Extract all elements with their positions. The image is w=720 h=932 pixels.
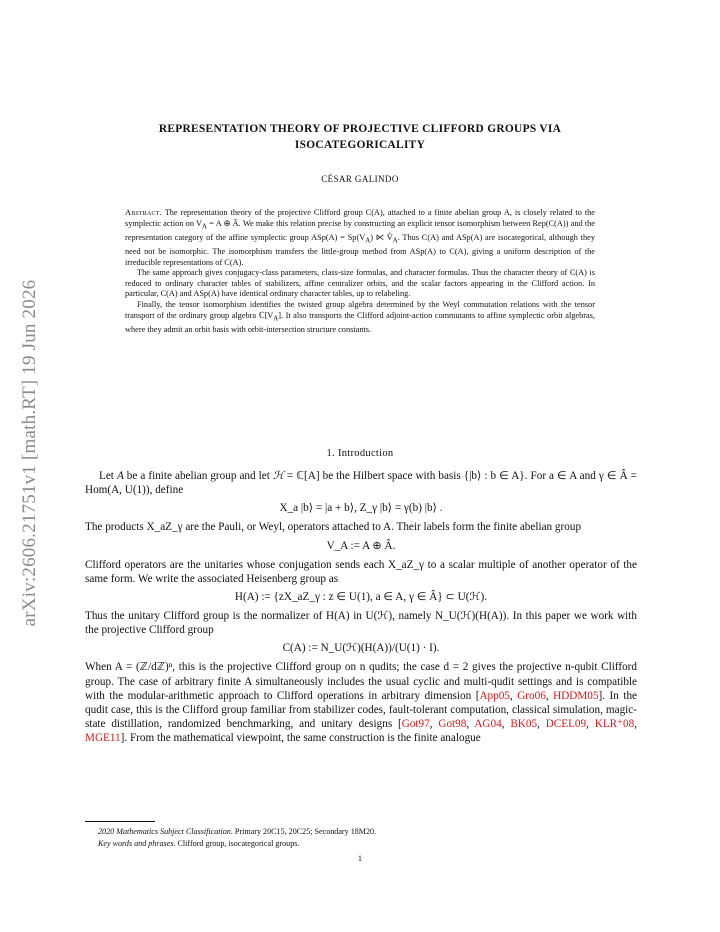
body-paragraph-1 bbox=[85, 469, 637, 497]
citation-link[interactable]: MGE11 bbox=[85, 732, 121, 745]
math-symbol: ℋ bbox=[272, 470, 284, 482]
equation-label-group: V_A := A ⊕ Â. bbox=[326, 539, 396, 552]
footnote-keywords-text: Clifford group, isocategorical groups. bbox=[177, 838, 300, 848]
abstract-paragraph-1 bbox=[125, 208, 595, 268]
body-text: ]. In the qudit case, this is the Clifford group familiar from stabilizer codes, fault-tolerant computation, classical simulation, magic-state distillation, randomized benchmarking, and unitary designs [ bbox=[85, 689, 638, 731]
citation-link[interactable]: AG04 bbox=[474, 718, 502, 731]
citation-separator: , bbox=[545, 689, 554, 702]
equation-projective-clifford-group: C(A) := N_U(ℋ)(H(A))/(U(1) · I). bbox=[282, 642, 440, 655]
citation-link[interactable]: Got97 bbox=[401, 718, 430, 731]
citation-link[interactable]: DCEL09 bbox=[545, 718, 587, 731]
citation-separator: , bbox=[634, 718, 638, 731]
citation-separator: , bbox=[537, 718, 546, 731]
title-line-1: REPRESENTATION THEORY OF PROJECTIVE CLIFFORD GROUPS VIA bbox=[158, 123, 562, 135]
citation-separator: , bbox=[429, 718, 439, 731]
title-line-2: ISOCATEGORICALITY bbox=[294, 139, 426, 151]
abstract-paragraph-2: The same approach gives conjugacy-class parameters, class-size formulas, and character formulas. Thus the character theory of C(A) is reduced to ordinary character tables of stabilizers, affine centralizer orbits, and the scalar factors appearing in the Clifford action. In particular, C(A) and ASp(A) have identical ordinary character tables, up to relabeling. bbox=[125, 268, 595, 299]
abstract-text: ) ⋉ V̂ bbox=[370, 232, 393, 242]
subscript: A bbox=[273, 315, 279, 323]
body-paragraph-4: Thus the unitary Clifford group is the normalizer of H(A) in U(ℋ), namely N_U(ℋ)(H(A)). In this paper we work with the projective Clifford group bbox=[85, 610, 637, 637]
citation-link[interactable]: HDDM05 bbox=[553, 689, 599, 702]
abstract bbox=[125, 208, 595, 336]
body-paragraph-5 bbox=[85, 660, 637, 745]
abstract-text: = A ⊕ Â. We make this relation precise by constructing an explicit tensor isomorphism between Rep(C(A)) and the representation category of the affine symplectic group ASp(A) = Sp(V bbox=[125, 218, 595, 242]
citation-separator: , bbox=[466, 718, 475, 731]
paper-title bbox=[90, 121, 630, 153]
abstract-text: ]. It also transports the Clifford adjoint-action commutants to affine symplectic orbit algebras, where they admit an orbit basis with orbit-intersection structure constants. bbox=[125, 310, 595, 334]
footnote-keywords bbox=[98, 838, 628, 850]
math-symbol: A bbox=[116, 470, 124, 482]
arxiv-identifier-stamp[interactable] bbox=[8, 243, 52, 663]
footnote-divider bbox=[85, 821, 155, 822]
body-text: When A = (ℤ/dℤ)ⁿ, this is the projective Clifford group on n qudits; the case d = 2 gives the projective n-qubit Clifford group. The case of arbitrary finite A simultaneously includes the usual cyclic and multi-qudit settings and is compatible with the modular-arithmetic approach to Clifford operations in arbitrary dimension [ bbox=[85, 661, 637, 702]
citation-link[interactable]: BK05 bbox=[510, 718, 538, 731]
abstract-heading: Abstract. bbox=[125, 208, 162, 217]
citation-link[interactable]: Gro06 bbox=[517, 689, 546, 702]
equation-pauli-operators: X_a |b⟩ = |a + b⟩, Z_γ |b⟩ = γ(b) |b⟩ . bbox=[279, 502, 443, 515]
abstract-text: Finally, the tensor isomorphism identifies the twisted group algebra determined by the Weyl commutation relations with the tensor transport of the ordinary group algebra ℂ[V bbox=[125, 300, 595, 320]
body-text: ]. From the mathematical viewpoint, the same construction is the finite analogue bbox=[120, 732, 481, 745]
footnote-msc bbox=[98, 826, 628, 838]
citation-separator: , bbox=[509, 689, 518, 702]
body-text: = ℂ[A] be the Hilbert space with basis {|b⟩ : b ∈ A}. For a ∈ A and γ ∈ Â = Hom(A, U(1)), define bbox=[85, 470, 637, 497]
subscript: A bbox=[392, 237, 398, 245]
citation-list-1 bbox=[479, 690, 598, 702]
body-paragraph-3: Clifford operators are the unitaries whose conjugation sends each X_aZ_γ to a scalar multiple of another operator of the same form. We write the associated Heisenberg group as bbox=[85, 558, 637, 585]
section-heading-introduction: 1. Introduction bbox=[326, 448, 394, 459]
footnote-msc-label: 2020 Mathematics Subject Classification. bbox=[98, 827, 233, 836]
abstract-text: . Thus C(A) and ASp(A) are isocategorical, although they need not be isomorphic. The isomorphism transfers the little-group method from ASp(A) to C(A), giving a uniform description of the irreducible representations of C(A). bbox=[125, 232, 595, 267]
footnote-msc-text: Primary 20C15, 20C25; Secondary 18M20. bbox=[234, 827, 377, 836]
equation-heisenberg-group: H(A) := {zX_aZ_γ : z ∈ U(1), a ∈ A, γ ∈ Â} ⊂ U(ℋ). bbox=[234, 591, 488, 604]
citation-separator: , bbox=[586, 718, 595, 731]
body-text: be a finite abelian group and let bbox=[123, 470, 273, 482]
abstract-paragraph-3 bbox=[125, 300, 595, 335]
citation-link[interactable]: App05 bbox=[479, 689, 510, 702]
subscript: A bbox=[202, 223, 208, 231]
body-paragraph-2: The products X_aZ_γ are the Pauli, or Weyl, operators attached to A. Their labels form the finite abelian group bbox=[85, 521, 582, 534]
citation-link[interactable]: KLR⁺08 bbox=[594, 718, 635, 731]
body-text: Let bbox=[99, 470, 117, 482]
introduction-body bbox=[85, 469, 637, 746]
citation-link[interactable]: Got98 bbox=[438, 718, 467, 731]
page-number: 1 bbox=[357, 854, 363, 863]
author-name: CÉSAR GALINDO bbox=[321, 174, 399, 184]
arxiv-identifier-text[interactable]: arXiv:2606.21751v1 [math.RT] 19 Jun 2026 bbox=[19, 279, 40, 627]
abstract-text: The representation theory of the projective Clifford group C(A), attached to a finite abelian group A, is closely related to the symplectic action on V bbox=[125, 208, 595, 228]
footnote-keywords-label: Key words and phrases. bbox=[98, 838, 176, 848]
footnotes bbox=[98, 826, 628, 849]
subscript: A bbox=[365, 237, 371, 245]
citation-separator: , bbox=[501, 718, 511, 731]
